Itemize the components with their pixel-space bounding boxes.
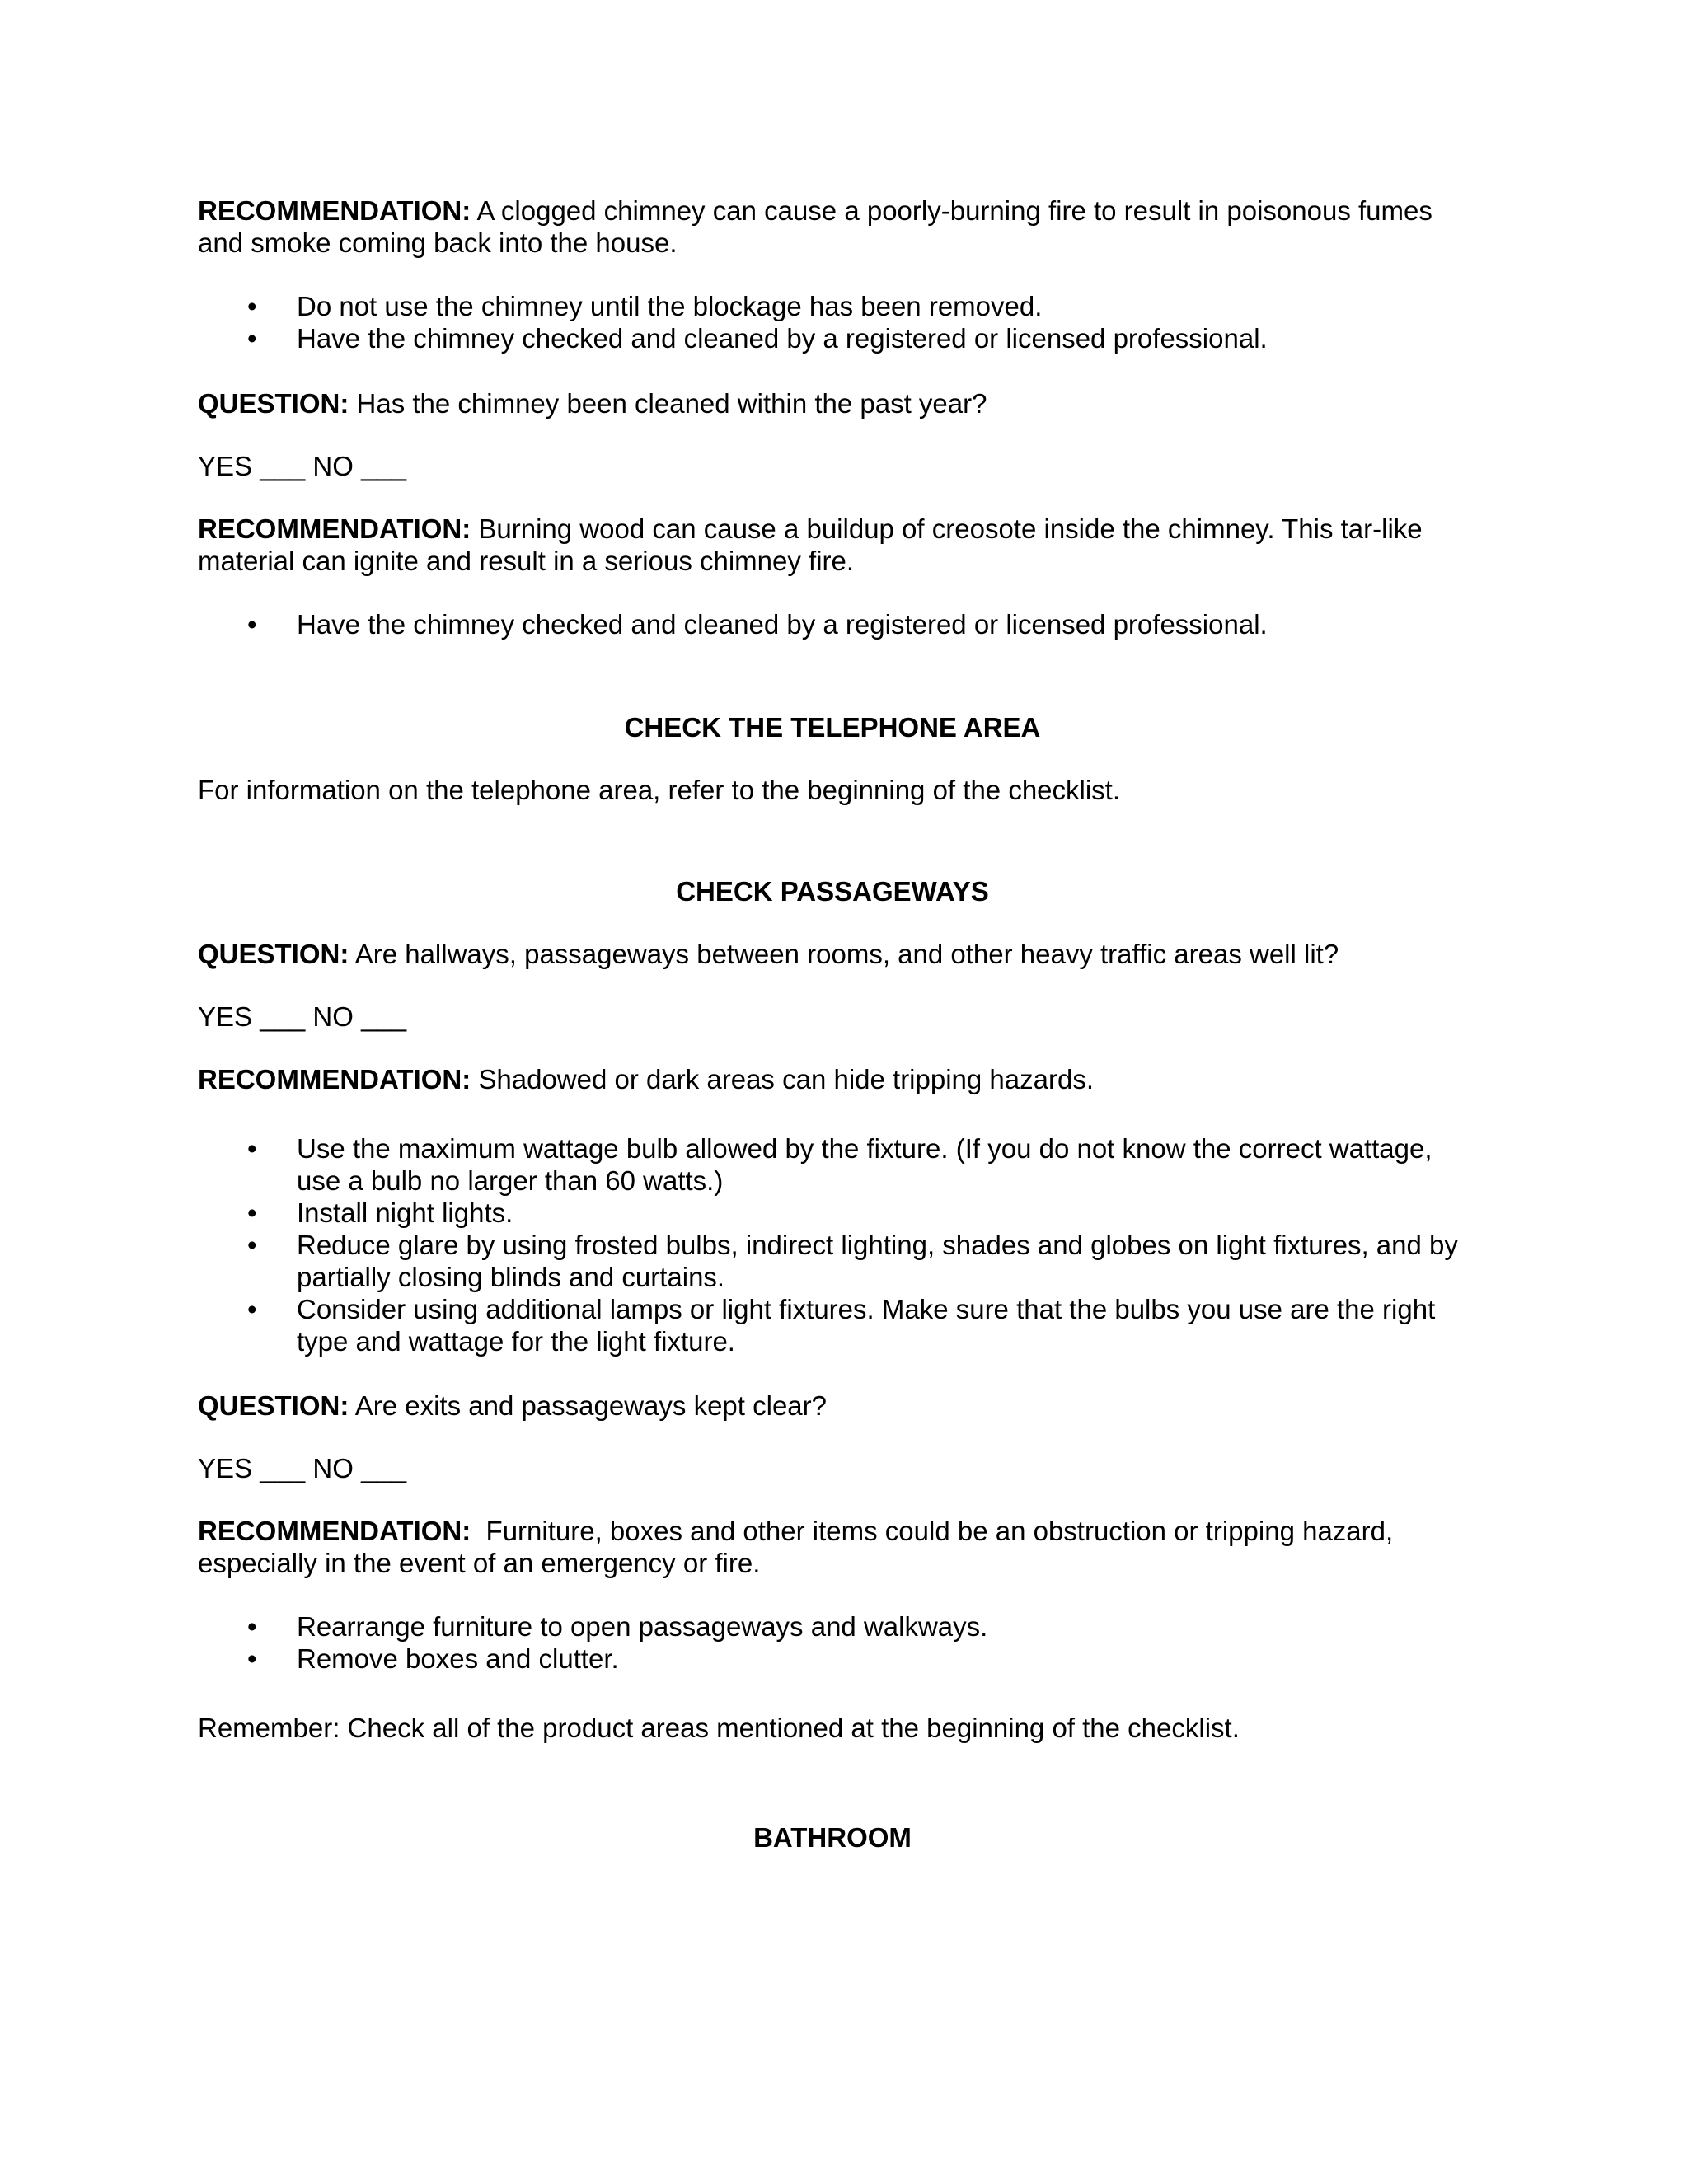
list-item: • Remove boxes and clutter. bbox=[198, 1643, 1467, 1675]
recommendation-label: RECOMMENDATION: bbox=[198, 513, 471, 544]
telephone-info-text: For information on the telephone area, refer to the beginning of the checklist. bbox=[198, 775, 1121, 805]
bullet-list bbox=[198, 1610, 1467, 1675]
section-heading-bathroom: BATHROOM bbox=[753, 1822, 912, 1853]
remember-note: Remember: Check all of the product areas mentioned at the beginning of the checklist. bbox=[198, 1713, 1240, 1743]
recommendation-obstruction bbox=[198, 1515, 1467, 1579]
question-chimney-cleaned bbox=[198, 387, 1467, 419]
recommendation-text: Shadowed or dark areas can hide tripping hazards. bbox=[471, 1064, 1094, 1094]
question-text: Has the chimney been cleaned within the past year? bbox=[349, 388, 987, 419]
section-heading-telephone: CHECK THE TELEPHONE AREA bbox=[624, 712, 1041, 743]
list-item: • Rearrange furniture to open passageways and walkways. bbox=[198, 1610, 1467, 1643]
list-item: • Have the chimney checked and cleaned by a registered or licensed professional. bbox=[198, 322, 1467, 354]
document-page bbox=[198, 194, 1467, 1854]
yes-no-answer: YES ___ NO ___ bbox=[198, 1001, 407, 1032]
question-text: Are hallways, passageways between rooms, and other heavy traffic areas well lit? bbox=[349, 939, 1339, 969]
question-text: Are exits and passageways kept clear? bbox=[349, 1390, 828, 1421]
yes-no-answer: YES ___ NO ___ bbox=[198, 1453, 407, 1483]
recommendation-text: A clogged chimney can cause a poorly-burning fire to result in poisonous fumes and smoke coming back into the house. bbox=[198, 195, 1432, 258]
list-item: • Reduce glare by using frosted bulbs, indirect lighting, shades and globes on light fixtures, and by partially closing blinds and curtains. bbox=[198, 1229, 1467, 1293]
recommendation-clogged-chimney bbox=[198, 194, 1467, 259]
list-item: • Use the maximum wattage bulb allowed by the fixture. (If you do not know the correct wattage, use a bulb no larger than 60 watts.) bbox=[198, 1132, 1467, 1197]
question-label: QUESTION: bbox=[198, 1390, 349, 1421]
recommendation-label: RECOMMENDATION: bbox=[198, 195, 471, 226]
question-label: QUESTION: bbox=[198, 388, 349, 419]
list-item: • Do not use the chimney until the blockage has been removed. bbox=[198, 290, 1467, 322]
recommendation-dark-areas bbox=[198, 1063, 1467, 1095]
section-heading-passageways: CHECK PASSAGEWAYS bbox=[676, 876, 989, 907]
recommendation-text: Burning wood can cause a buildup of creosote inside the chimney. This tar-like material can ignite and result in a serious chimney fire. bbox=[198, 513, 1423, 576]
list-item: • Consider using additional lamps or light fixtures. Make sure that the bulbs you use are the right type and wattage for the light fixture. bbox=[198, 1293, 1467, 1357]
yes-no-answer: YES ___ NO ___ bbox=[198, 451, 407, 481]
recommendation-text: Furniture, boxes and other items could be an obstruction or tripping hazard, especially in the event of an emergency or fire. bbox=[198, 1516, 1401, 1578]
bullet-list bbox=[198, 608, 1467, 640]
list-item: • Have the chimney checked and cleaned by a registered or licensed professional. bbox=[198, 608, 1467, 640]
question-exits-clear bbox=[198, 1390, 1467, 1422]
question-label: QUESTION: bbox=[198, 939, 349, 969]
recommendation-label: RECOMMENDATION: bbox=[198, 1064, 471, 1094]
recommendation-label: RECOMMENDATION: bbox=[198, 1516, 471, 1546]
recommendation-creosote bbox=[198, 513, 1467, 577]
list-item: • Install night lights. bbox=[198, 1197, 1467, 1229]
bullet-list bbox=[198, 1132, 1467, 1357]
bullet-list bbox=[198, 290, 1467, 354]
question-lighting bbox=[198, 938, 1467, 970]
